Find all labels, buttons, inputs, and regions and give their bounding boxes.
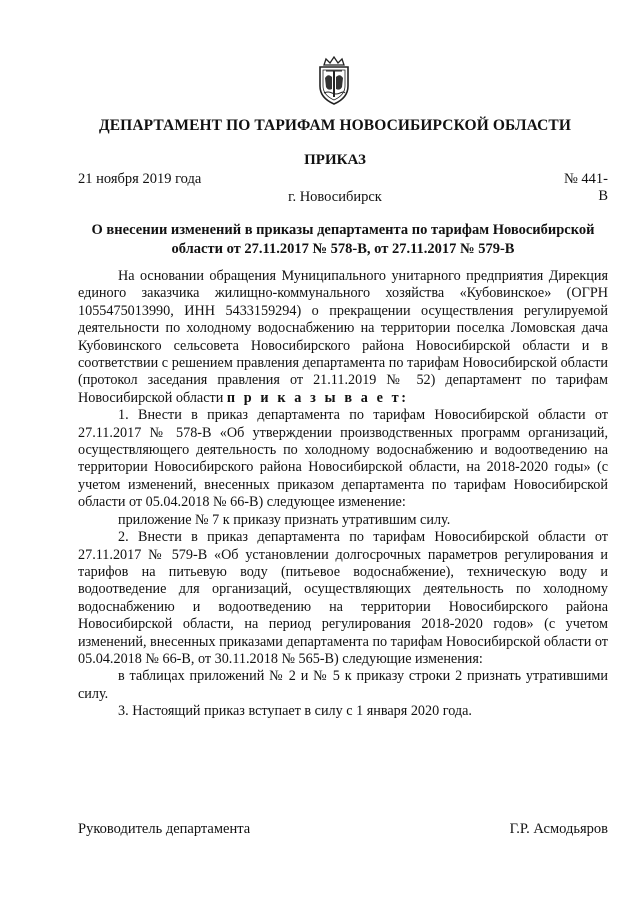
order-number: № 441-В bbox=[563, 171, 608, 204]
item-2-change: в таблицах приложений № 2 и № 5 к приказу строки 2 признать утратившими силу. bbox=[78, 668, 608, 702]
item-1: 1. Внести в приказ департамента по тарифам Новосибирской области от 27.11.2017 № 578-В «Об утверждении производственных программ организаций, осуществляющего деятельность по холодному водоснабжению и водоотведению на территории Новосибирского района Новосибирской области, на 2018-2020 годы» (с учетом изменений, внесенных приказом департамента по тарифам Новосибирской области от 05.04.2018 № 66-В) следующее изменение: bbox=[78, 407, 608, 511]
order-body bbox=[78, 268, 608, 721]
order-subject: О внесении изменений в приказы департамента по тарифам Новосибирской области от 27.11.2017 № 578-В, от 27.11.2017 № 579-В bbox=[91, 222, 595, 257]
order-date: 21 ноября 2019 года bbox=[78, 171, 202, 187]
orders-word: п р и к а з ы в а е т: bbox=[226, 389, 409, 406]
signature-position: Руководитель департамента bbox=[78, 821, 251, 837]
preamble-paragraph bbox=[78, 268, 608, 407]
item-3: 3. Настоящий приказ вступает в силу с 1 января 2020 года. bbox=[118, 703, 472, 720]
coat-of-arms-icon bbox=[314, 56, 354, 106]
item-2: 2. Внести в приказ департамента по тарифам Новосибирской области от 27.11.2017 № 579-В «Об установлении долгосрочных параметров регулирования и тарифов на питьевую воду (питьевое водоснабжение), техническую воду и водоотведение для организаций, осуществляющих деятельность по холодному водоснабжению и водоотведению на территории Новосибирского района Новосибирской области, на период регулирования 2018-2020 годов» (с учетом изменений, внесенных приказами департамента по тарифам Новосибирской области от 05.04.2018 № 66-В, от 30.11.2018 № 565-В) следующие изменения: bbox=[78, 529, 609, 667]
preamble-text: На основании обращения Муниципального унитарного предприятия Дирекция единого заказчика жилищно-коммунального хозяйства «Кубовинское» (ОГРН 1055475013990, ИНН 5433159294) о прекращении осуществления регулируемой деятельности по холодному водоснабжению на территории поселка Ломовская дача Кубовинского сельсовета Новосибирского района Новосибирской области и в соответствии с решением правления департамента по тарифам Новосибирской области (протокол заседания правления от 21.11.2019 № 52) департамент по тарифам Новосибирской области bbox=[78, 268, 608, 406]
department-title: ДЕПАРТАМЕНТ ПО ТАРИФАМ НОВОСИБИРСКОЙ ОБЛАСТИ bbox=[98, 117, 572, 134]
signature-name: Г.Р. Асмодьяров bbox=[509, 821, 608, 837]
document-type: ПРИКАЗ bbox=[304, 152, 366, 168]
item-1-change: приложение № 7 к приказу признать утратившим силу. bbox=[118, 511, 451, 528]
order-city: г. Новосибирск bbox=[288, 189, 382, 205]
